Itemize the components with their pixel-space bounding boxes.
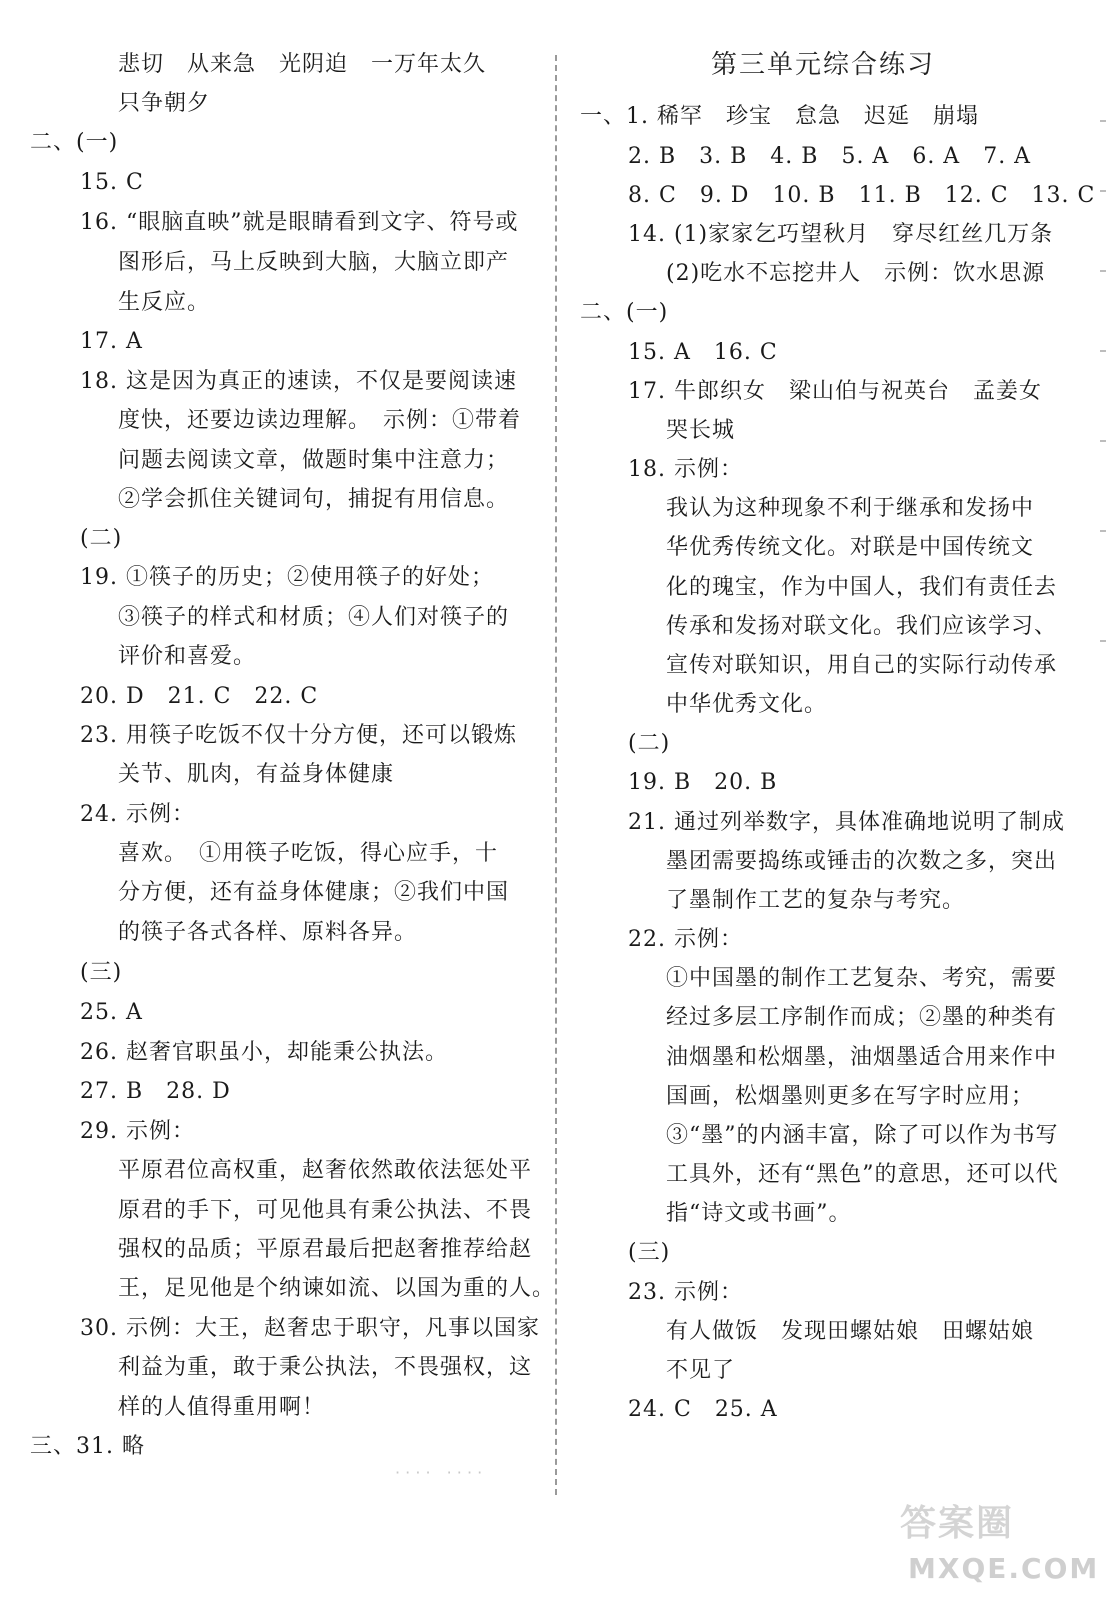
scan-edge-marks: [1100, 120, 1108, 720]
text-line: 油烟墨和松烟墨，油烟墨适合用来作中: [666, 1045, 1058, 1070]
watermark-logo-text: 答案圈: [900, 1503, 1015, 1544]
text-line: 17. 牛郎织女 梁山伯与祝英台 孟姜女: [628, 379, 1042, 404]
text-line: 利益为重，敢于秉公执法，不畏强权，这: [118, 1355, 533, 1380]
text-line: 27. B 28. D: [80, 1079, 231, 1104]
text-line: 2. B 3. B 4. B 5. A 6. A 7. A: [628, 144, 1032, 169]
text-line: 30. 示例：大王，赵奢忠于职守，凡事以国家: [80, 1316, 540, 1341]
text-line: 17. A: [80, 329, 143, 354]
text-line: 26. 赵奢官职虽小，却能秉公执法。: [80, 1040, 448, 1065]
text-line: 墨团需要捣练或锤击的次数之多，突出: [666, 849, 1058, 874]
text-line: 强权的品质；平原君最后把赵奢推荐给赵: [118, 1237, 533, 1262]
text-line: 评价和喜爱。: [118, 644, 257, 669]
text-line: ③“墨”的内涵丰富，除了可以作为书写: [666, 1123, 1059, 1148]
text-line: 23. 示例：: [628, 1280, 743, 1305]
section-heading: 二、(一): [30, 130, 119, 155]
unit-title: 第三单元综合练习: [711, 50, 936, 80]
section-heading: (二): [80, 526, 123, 551]
text-line: 15. C: [80, 170, 144, 195]
text-line: 21. 通过列举数字，具体准确地说明了制成: [628, 810, 1065, 835]
text-line: 8. C 9. D 10. B 11. B 12. C 13. C: [628, 183, 1096, 208]
text-line: 16. “眼脑直映”就是眼睛看到文字、符号或: [80, 210, 519, 235]
text-line: 29. 示例：: [80, 1119, 195, 1144]
text-line: 传承和发扬对联文化。我们应该学习、: [666, 614, 1058, 639]
text-line: 原君的手下，可见他具有秉公执法、不畏: [118, 1198, 533, 1223]
text-line: 中华优秀文化。: [666, 692, 828, 717]
text-line: 生反应。: [118, 290, 211, 315]
text-line: ③筷子的样式和材质；④人们对筷子的: [118, 605, 510, 630]
text-line: 经过多层工序制作而成；②墨的种类有: [666, 1005, 1058, 1030]
page-footer: · · · · · · · ·: [395, 1463, 483, 1482]
text-line: 宣传对联知识，用自己的实际行动传承: [666, 653, 1058, 678]
text-line: 不见了: [666, 1358, 736, 1383]
text-line: 样的人值得重用啊！: [118, 1395, 326, 1420]
text-line: 关节、肌肉，有益身体健康: [118, 762, 395, 787]
text-line: 问题去阅读文章，做题时集中注意力；: [118, 448, 510, 473]
text-line: 国画，松烟墨则更多在写字时应用；: [666, 1084, 1035, 1109]
watermark-url: MXQE.COM: [908, 1552, 1100, 1585]
text-line: 悲切 从来急 光阴迫 一万年太久: [118, 52, 487, 77]
section-heading: 三、31. 略: [30, 1434, 145, 1459]
text-line: 有人做饭 发现田螺姑娘 田螺姑娘: [666, 1319, 1035, 1344]
text-line: 22. 示例：: [628, 927, 743, 952]
text-line: 一、1. 稀罕 珍宝 怠急 迟延 崩塌: [580, 104, 979, 129]
text-line: 指“诗文或书画”。: [666, 1201, 852, 1226]
section-heading: (三): [628, 1240, 671, 1265]
text-line: 25. A: [80, 1000, 143, 1025]
text-line: 工具外，还有“黑色”的意思，还可以代: [666, 1162, 1059, 1187]
text-line: 了墨制作工艺的复杂与考究。: [666, 888, 966, 913]
text-line: 19. B 20. B: [628, 770, 778, 795]
text-line: 23. 用筷子吃饭不仅十分方便，还可以锻炼: [80, 723, 517, 748]
section-heading: (二): [628, 731, 671, 756]
text-line: ①中国墨的制作工艺复杂、考究，需要: [666, 966, 1058, 991]
text-line: 18. 这是因为真正的速读，不仅是要阅读速: [80, 369, 517, 394]
section-heading: 二、(一): [580, 300, 669, 325]
text-line: 24. 示例：: [80, 802, 195, 827]
site-watermark: [900, 1500, 1100, 1595]
text-line: 图形后，马上反映到大脑，大脑立即产: [118, 250, 510, 275]
text-line: 24. C 25. A: [628, 1397, 778, 1422]
text-line: 19. ①筷子的历史；②使用筷子的好处；: [80, 565, 494, 590]
text-line: 分方便，还有益身体健康；②我们中国: [118, 880, 510, 905]
text-line: 我认为这种现象不利于继承和发扬中: [666, 496, 1035, 521]
text-line: (2)吃水不忘挖井人 示例：饮水思源: [666, 261, 1046, 286]
text-line: 华优秀传统文化。对联是中国传统文: [666, 535, 1035, 560]
text-line: 只争朝夕: [118, 91, 211, 116]
text-line: 15. A 16. C: [628, 340, 778, 365]
text-line: 哭长城: [666, 418, 736, 443]
text-line: 平原君位高权重，赵奢依然敢依法惩处平: [118, 1158, 533, 1183]
text-line: 20. D 21. C 22. C: [80, 684, 319, 709]
text-line: 的筷子各式各样、原料各异。: [118, 920, 418, 945]
text-line: 度快，还要边读边理解。 示例：①带着: [118, 408, 522, 433]
section-heading: (三): [80, 960, 123, 985]
text-line: 王，足见他是个纳谏如流、以国为重的人。: [118, 1276, 556, 1301]
text-line: 18. 示例：: [628, 457, 743, 482]
text-line: 化的瑰宝，作为中国人，我们有责任去: [666, 575, 1058, 600]
text-line: 喜欢。 ①用筷子吃饭，得心应手，十: [118, 841, 499, 866]
text-line: ②学会抓住关键词句，捕捉有用信息。: [118, 487, 510, 512]
text-line: 14. (1)家家乞巧望秋月 穿尽红丝几万条: [628, 222, 1054, 247]
column-divider: [555, 55, 557, 1495]
